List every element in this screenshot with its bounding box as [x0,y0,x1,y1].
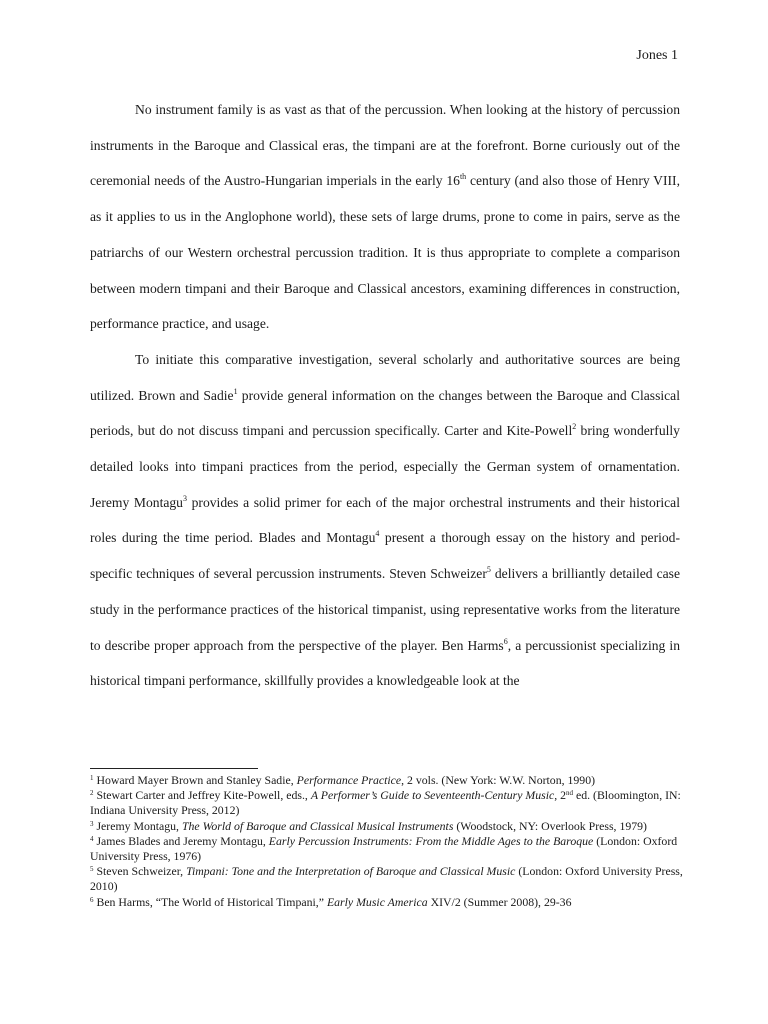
footnote-text: James Blades and Jeremy Montagu, [93,833,269,848]
footnote-title: Early Percussion Instruments: From the Middle Ages to the Baroque [268,833,594,848]
footnotes [90,773,686,910]
footnote-title: A Performer’s Guide to Seventeenth-Century Music [310,788,555,803]
footnote-title: Timpani: Tone and the Interpretation of Baroque and Classical Music [186,864,516,879]
footnote-ref-1[interactable]: 1 [233,386,238,396]
footnote-4 [90,834,686,864]
footnote-text: XIV/2 (Summer 2008), 29-36 [427,894,572,909]
footnote-ref-6[interactable]: 6 [503,636,508,646]
footnote-number: 4 [90,834,94,843]
paragraph-2-sentence: provides a solid primer for each of the major orchestral instruments and their historical roles during the time period. Blades and Montagu [90,494,680,546]
paragraph-2-sentence: provide general information on the changes between the Baroque and Classical periods, but do not discuss timpani and percussion specifically. Carter and Kite-Powell [90,387,680,439]
footnote-text: Steven Schweizer, [93,864,187,879]
footnote-ref-3[interactable]: 3 [182,493,187,503]
running-header: Jones 1 [636,48,678,63]
footnote-superscript: nd [566,789,574,798]
footnote-ref-4[interactable]: 4 [375,529,380,539]
footnote-separator [90,768,258,769]
footnote-text: Jeremy Montagu, [93,818,182,833]
footnote-title: Performance Practice [296,773,402,787]
footnote-ref-5[interactable]: 5 [486,565,491,575]
paragraph-2-sentence: , a percussionist specializing in historical timpani performance, skillfully provides a knowledgeable look at the [90,637,680,689]
footnote-text: Howard Mayer Brown and Stanley Sadie, [93,773,297,787]
footnote-title: The World of Baroque and Classical Musical Instruments [181,818,454,833]
footnote-number: 2 [90,789,94,798]
paragraph-2-sentence: delivers a brilliantly detailed case study in the performance practices of the historical timpanist, using representative works from the literature to describe proper approach from the perspective of the player. Ben Harms [90,566,680,653]
paragraph-1-text-continued: century (and also those of Henry VIII, as it applies to us in the Anglophone world), these sets of large drums, prone to come in pairs, serve as the patriarchs of our Western orchestral percussion tradition. It is thus appropriate to complete a comparison between modern timpani and their Baroque and Classical ancestors, examining differences in construction, performance practice, and usage. [90,173,680,332]
body-text [90,92,680,699]
footnote-text: Ben Harms, “The World of Historical Timpani,” [93,894,327,909]
footnote-number: 1 [90,774,94,782]
paragraph-2-sentence: bring wonderfully detailed looks into timpani practices from the period, especially the German system of ornamentation. Jeremy Montagu [90,423,680,510]
footnote-1 [90,773,686,788]
footnote-text: (London: Oxford University Press, 1976) [90,833,678,864]
paragraph-2 [90,342,680,699]
footnote-number: 6 [90,895,94,904]
paragraph-2-sentence: To initiate this comparative investigation, several scholarly and authoritative sources are being utilized. Brown and Sadie [90,351,680,403]
footnote-5 [90,864,686,894]
paragraph-1-text: No instrument family is as vast as that of the percussion. When looking at the history of percussion instruments in the Baroque and Classical eras, the timpani are at the forefront. Borne curiously out of the ceremonial needs of the Austro-Hungarian imperials in the early 16 [90,102,680,189]
footnote-text: , 2 [554,788,567,803]
footnote-number: 5 [90,865,94,874]
paragraph-1 [90,92,680,342]
footnote-6 [90,895,686,910]
footnote-2 [90,788,686,818]
footnote-text: , 2 vols. (New York: W.W. Norton, 1990) [401,773,596,787]
footnote-title: Early Music America [326,894,428,909]
footnote-ref-2[interactable]: 2 [572,422,577,432]
paragraph-2-sentence: present a thorough essay on the history and period-specific techniques of several percussion instruments. Steven Schweizer [90,530,680,582]
footnote-text: Stewart Carter and Jeffrey Kite-Powell, eds., [93,788,311,803]
footnote-3 [90,819,686,834]
footnote-text: (Woodstock, NY: Overlook Press, 1979) [453,818,647,833]
footnote-text: (London: Oxford University Press, 2010) [90,864,683,894]
superscript-th: th [459,172,467,182]
footnote-text: ed. (Bloomington, IN: Indiana University Press, 2012) [90,788,681,818]
footnote-number: 3 [90,819,94,828]
